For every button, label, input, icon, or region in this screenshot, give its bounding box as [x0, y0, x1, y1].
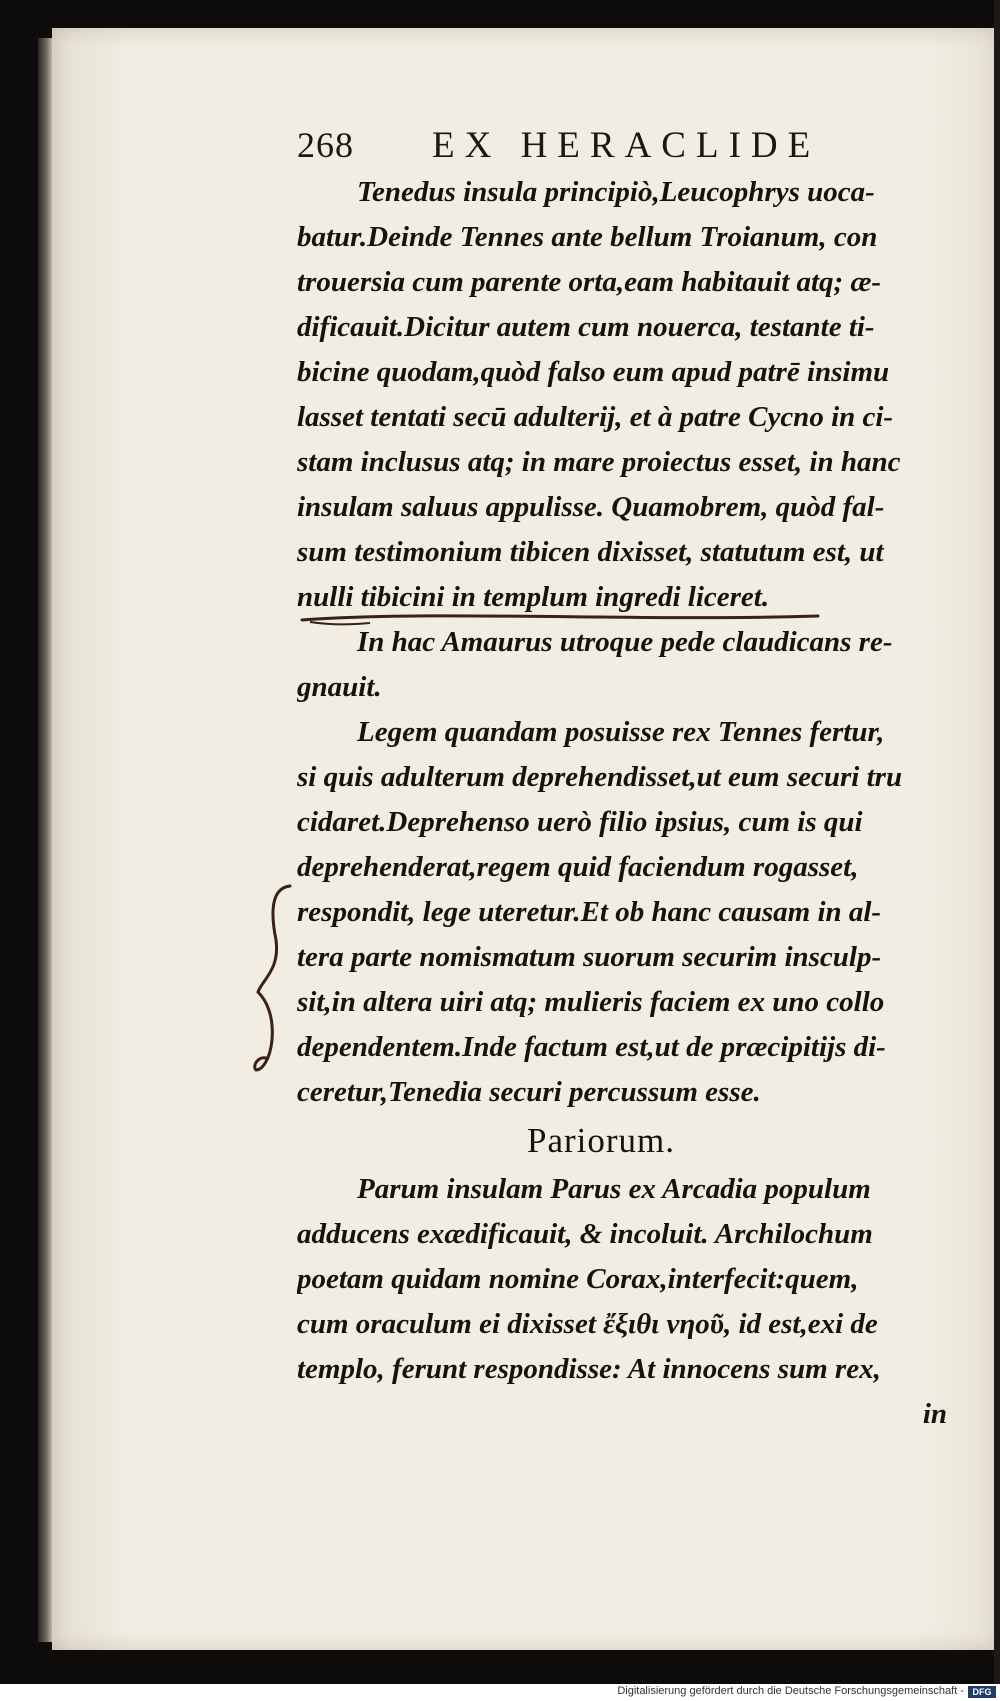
text-line: trouersia cum parente orta,eam habitauit atq; æ-	[297, 266, 882, 298]
text-line: Parum insulam Parus ex Arcadia populum	[357, 1173, 871, 1205]
text-line: poetam quidam nomine Corax,interfecit:quem,	[297, 1263, 859, 1295]
text-line: stam inclusus atq; in mare proiectus esset, in hanc	[297, 446, 901, 478]
text-block	[297, 170, 957, 1437]
scan-border	[994, 0, 1000, 1701]
text-line: lasset tentati secū adulterij, et à patre Cycno in ci-	[297, 401, 894, 433]
text-line: batur.Deinde Tennes ante bellum Troianum, con	[297, 221, 878, 253]
digitization-footer	[0, 1684, 1000, 1701]
text-line: sit,in altera uiri atq; mulieris faciem ex uno collo	[297, 986, 885, 1018]
page-header	[297, 120, 857, 170]
handwritten-underline	[300, 612, 820, 626]
paragraph-legem	[297, 710, 957, 1115]
text-line: In hac Amaurus utroque pede claudicans re-	[357, 626, 893, 658]
text-line: nulli tibicini in templum ingredi liceret.	[297, 581, 770, 613]
catchword: in	[922, 1398, 947, 1430]
text-line: Tenedus insula principiò,Leucophrys uoca-	[357, 176, 875, 208]
handwritten-margin-bracket	[252, 880, 302, 1080]
dfg-logo-icon: DFG	[968, 1686, 996, 1698]
text-line: cidaret.Deprehenso uerò filio ipsius, cum is qui	[297, 806, 863, 838]
page-number: 268	[297, 125, 354, 165]
text-line: ceretur,Tenedia securi percussum esse.	[297, 1076, 761, 1108]
text-line: sum testimonium tibicen dixisset, statutum est, ut	[297, 536, 884, 568]
section-heading: Pariorum.	[527, 1121, 676, 1160]
text-line: bicine quodam,quòd falso eum apud patrē insimu	[297, 356, 890, 388]
text-line: si quis adulterum deprehendisset,ut eum securi tru	[297, 761, 903, 793]
text-line: gnauit.	[297, 671, 382, 703]
text-line: adducens exædificauit, & incoluit. Archilochum	[297, 1218, 873, 1250]
running-head: EX HERACLIDE	[432, 125, 821, 166]
paragraph-amaurus	[297, 620, 957, 710]
text-line: tera parte nomismatum suorum securim insculp-	[297, 941, 882, 973]
text-line: respondit, lege uteretur.Et ob hanc causam in al-	[297, 896, 882, 928]
funding-credit: Digitalisierung gefördert durch die Deutsche Forschungsgemeinschaft -	[617, 1685, 964, 1697]
text-line: dependentem.Inde factum est,ut de præcipitijs di-	[297, 1031, 886, 1063]
text-line: insulam saluus appulisse. Quamobrem, quòd fal-	[297, 491, 885, 523]
text-line: deprehenderat,regem quid faciendum rogasset,	[297, 851, 859, 883]
text-line: cum oraculum ei dixisset ἔξιθι νηοῦ, id est,exi de	[297, 1308, 878, 1340]
text-line: dificauit.Dicitur autem cum nouerca, testante ti-	[297, 311, 875, 343]
paragraph-parum	[297, 1167, 957, 1392]
paragraph-tenedus	[297, 170, 957, 620]
text-line: Legem quandam posuisse rex Tennes fertur,	[357, 716, 885, 748]
text-line: templo, ferunt respondisse: At innocens sum rex,	[297, 1353, 881, 1385]
